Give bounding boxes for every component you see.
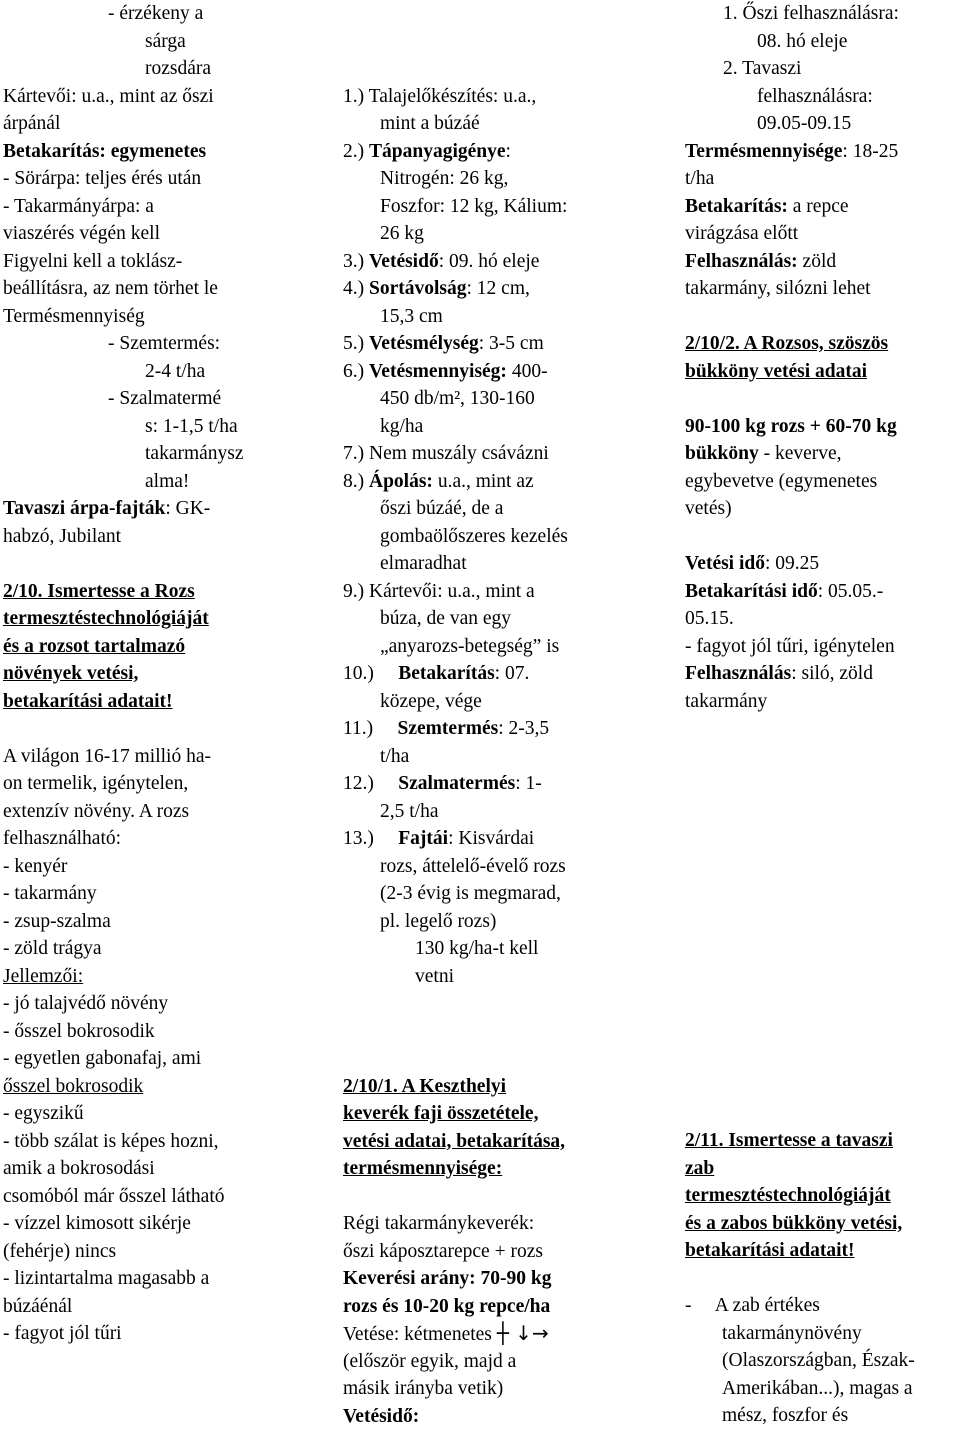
- yield-value: : 18-25: [842, 141, 898, 162]
- section-heading-line: zab: [685, 1155, 957, 1183]
- list-item: [343, 715, 633, 743]
- item-cont: mint a búzáé: [343, 110, 633, 138]
- traits-title: Jellemzői:: [3, 963, 285, 991]
- list-item: [343, 358, 633, 386]
- sow-time-label: Vetési idő: [685, 553, 765, 574]
- oat-line: mész, foszfor és: [685, 1402, 957, 1430]
- traits-line: búzáénál: [3, 1293, 285, 1321]
- yield-line: - Szalmatermé: [3, 385, 285, 413]
- varieties-label: Tavaszi árpa-fajták: [3, 498, 165, 519]
- item-num: 9.): [343, 581, 364, 602]
- text-line: sárga: [3, 28, 285, 56]
- section-heading-line: vetési adatai, betakarítása,: [343, 1128, 633, 1156]
- list-item: [343, 825, 633, 853]
- body-line: extenzív növény. A rozs: [3, 798, 285, 826]
- harvest-title: Betakarítás: egymenetes: [3, 138, 285, 166]
- mix-line: őszi káposztarepce + rozs: [343, 1238, 633, 1266]
- column-right: [685, 0, 957, 1430]
- item-cont: 450 db/m², 130-160: [343, 385, 633, 413]
- pests-line: Kártevői: u.a., mint az őszi: [3, 83, 285, 111]
- section-heading-line: betakarítási adatait!: [3, 688, 285, 716]
- item-num: 7.): [343, 443, 364, 464]
- varieties-line: [3, 495, 285, 523]
- body-line: - takarmány: [3, 880, 285, 908]
- item-num: 2.): [343, 141, 364, 162]
- sowing-label: Vetése: kétmenetes: [343, 1324, 492, 1345]
- item-label: Sortávolság: [369, 278, 467, 299]
- use2-label: Felhasználás: [685, 663, 791, 684]
- column-middle: [343, 0, 633, 1430]
- section-heading-line: betakarítási adatait!: [685, 1237, 957, 1265]
- item-num: 1.: [723, 3, 738, 24]
- harvest-time-label: Betakarítási idő: [685, 581, 818, 602]
- item-label: Vetésmennyiség:: [369, 361, 507, 382]
- item-label: Betakarítás: [398, 663, 494, 684]
- yield-line: - Szemtermés:: [3, 330, 285, 358]
- item-num: 4.): [343, 278, 364, 299]
- item-text: :: [506, 141, 511, 162]
- sow-time-value: : 09.25: [765, 553, 819, 574]
- traits-line: - jó talajvédő növény: [3, 990, 285, 1018]
- item-cont: „anyarozs-betegség” is: [343, 633, 633, 661]
- item-cont: felhasználásra:: [685, 83, 957, 111]
- ratio-line: Keverési arány: 70-90 kg: [343, 1265, 633, 1293]
- list-item: [685, 55, 957, 83]
- item-text: : 09. hó eleje: [439, 251, 540, 272]
- list-item: [343, 578, 633, 606]
- harvest-line: [685, 193, 957, 221]
- section-heading-line: 2/10/2. A Rozsos, szöszös: [685, 330, 957, 358]
- item-cont: 2,5 t/ha: [343, 798, 633, 826]
- yield-cont: t/ha: [685, 165, 957, 193]
- body-line: - zöld trágya: [3, 935, 285, 963]
- harvest-line: - Takarmányárpa: a: [3, 193, 285, 221]
- use2-value: : siló, zöld: [791, 663, 873, 684]
- use2-cont: takarmány: [685, 688, 957, 716]
- item-text: Nem muszály csávázni: [369, 443, 549, 464]
- list-item: [343, 275, 633, 303]
- harvest-line: - Sörárpa: teljes érés után: [3, 165, 285, 193]
- list-item: [343, 83, 633, 111]
- sowing-time: Vetésidő:: [343, 1403, 633, 1430]
- item-cont: pl. legelő rozs): [343, 908, 633, 936]
- item-text: : 07.: [495, 663, 530, 684]
- item-text: : 2-3,5: [498, 718, 549, 739]
- list-item: [343, 248, 633, 276]
- item-text: : 12 cm,: [467, 278, 530, 299]
- oat-line: (Olaszországban, Észak-: [685, 1347, 957, 1375]
- item-text: : 1-: [515, 773, 542, 794]
- column-left: [3, 0, 285, 1348]
- yield-line: alma!: [3, 468, 285, 496]
- item-text: u.a., mint az: [433, 471, 534, 492]
- ratio-line: rozs és 10-20 kg repce/ha: [343, 1293, 633, 1321]
- oat-line: Amerikában...), magas a: [685, 1375, 957, 1403]
- item-cont: őszi búzáé, de a: [343, 495, 633, 523]
- body-line: A világon 16-17 millió ha-: [3, 743, 285, 771]
- section-heading-line: termesztéstechnológiáját: [3, 605, 285, 633]
- item-cont: Nitrogén: 26 kg,: [343, 165, 633, 193]
- item-num: 1.): [343, 86, 364, 107]
- item-label: Vetésidő: [369, 251, 439, 272]
- item-label: Szalmatermés: [398, 773, 515, 794]
- section-heading-line: növények vetési,: [3, 660, 285, 688]
- harvest-line: beállításra, az nem törhet le: [3, 275, 285, 303]
- mix-line: egybevetve (egymenetes: [685, 468, 957, 496]
- text-line: rozsdára: [3, 55, 285, 83]
- list-item: [343, 330, 633, 358]
- item-label: Vetésmélység: [369, 333, 479, 354]
- list-item: [343, 660, 633, 688]
- section-heading-line: 2/10. Ismertesse a Rozs: [3, 578, 285, 606]
- item-cont: Foszfor: 12 kg, Kálium:: [343, 193, 633, 221]
- harvest-value: a repce: [788, 196, 849, 217]
- body-line: felhasználható:: [3, 825, 285, 853]
- use-line: [685, 248, 957, 276]
- traits-line: - egyszikű: [3, 1100, 285, 1128]
- sowing-line: [343, 1320, 633, 1348]
- traits-line: - vízzel kimosott sikérje: [3, 1210, 285, 1238]
- item-label: Szemtermés: [398, 718, 499, 739]
- list-item: [685, 0, 957, 28]
- extra-line: 130 kg/ha-t kell: [343, 935, 633, 963]
- item-num: 12.): [343, 773, 374, 794]
- mix-line: [685, 440, 957, 468]
- harvest-cont: virágzása előtt: [685, 220, 957, 248]
- sowing-line: (először egyik, majd a: [343, 1348, 633, 1376]
- yield-line: takarmánysz: [3, 440, 285, 468]
- use2-line: [685, 660, 957, 688]
- traits-line: - ősszel bokrosodik: [3, 1018, 285, 1046]
- item-cont: elmaradhat: [343, 550, 633, 578]
- varieties-rest: : GK-: [165, 498, 210, 519]
- oat-line: - A zab értékes: [685, 1292, 957, 1320]
- item-text: Tavaszi: [742, 58, 801, 79]
- harvest-time-cont: 05.15.: [685, 605, 957, 633]
- item-num: 10.): [343, 663, 374, 684]
- varieties-line: habzó, Jubilant: [3, 523, 285, 551]
- section-heading-line: bükköny vetési adatai: [685, 358, 957, 386]
- section-heading-line: termésmennyisége:: [343, 1155, 633, 1183]
- mix-rest: - keverve,: [759, 443, 842, 464]
- list-item: [343, 770, 633, 798]
- item-label: Ápolás:: [369, 471, 433, 492]
- item-cont: 15,3 cm: [343, 303, 633, 331]
- use-label: Felhasználás:: [685, 251, 798, 272]
- list-item: [343, 468, 633, 496]
- body-line: on termelik, igénytelen,: [3, 770, 285, 798]
- yield-label: Termésmennyisége: [685, 141, 842, 162]
- section-heading-line: 2/10/1. A Keszthelyi: [343, 1073, 633, 1101]
- item-text: Talajelőkészítés: u.a.,: [369, 86, 537, 107]
- item-cont: (2-3 évig is megmarad,: [343, 880, 633, 908]
- list-item: [343, 138, 633, 166]
- traits-line: - lizintartalma magasabb a: [3, 1265, 285, 1293]
- harvest-label: Betakarítás:: [685, 196, 788, 217]
- yield-line: 2-4 t/ha: [3, 358, 285, 386]
- sow-time-line: [685, 550, 957, 578]
- item-cont: gombaölőszeres kezelés: [343, 523, 633, 551]
- item-cont: t/ha: [343, 743, 633, 771]
- item-num: 5.): [343, 333, 364, 354]
- traits-line: - fagyot jól tűri: [3, 1320, 285, 1348]
- item-num: 13.): [343, 828, 374, 849]
- item-text: Őszi felhasználásra:: [743, 3, 899, 24]
- frost-line: - fagyot jól tűri, igénytelen: [685, 633, 957, 661]
- item-cont: 08. hó eleje: [685, 28, 957, 56]
- traits-line: - egyetlen gabonafaj, ami: [3, 1045, 285, 1073]
- yield-line: [685, 138, 957, 166]
- item-label: Tápanyagigénye: [369, 141, 506, 162]
- traits-line: - több szálat is képes hozni,: [3, 1128, 285, 1156]
- cross-arrows-icon: ┼ ↓→: [497, 1321, 549, 1345]
- harvest-line: viaszérés végén kell: [3, 220, 285, 248]
- harvest-line: Figyelni kell a toklász-: [3, 248, 285, 276]
- item-cont: 09.05-09.15: [685, 110, 957, 138]
- item-num: 3.): [343, 251, 364, 272]
- harvest-time-value: : 05.05.-: [818, 581, 884, 602]
- traits-line: csomóból már ősszel látható: [3, 1183, 285, 1211]
- item-text: Kártevői: u.a., mint a: [369, 581, 535, 602]
- section-heading-line: termesztéstechnológiáját: [685, 1182, 957, 1210]
- item-text: : 3-5 cm: [479, 333, 544, 354]
- yield-title: Termésmennyiség: [3, 303, 285, 331]
- item-num: 2.: [723, 58, 738, 79]
- item-text: : Kisvárdai: [448, 828, 534, 849]
- section-heading-line: keverék faji összetétele,: [343, 1100, 633, 1128]
- item-text: 400-: [507, 361, 548, 382]
- item-num: 6.): [343, 361, 364, 382]
- text-line: - érzékeny a: [3, 0, 285, 28]
- body-line: - kenyér: [3, 853, 285, 881]
- section-heading-line: és a rozsot tartalmazó: [3, 633, 285, 661]
- mix-bold-line: 90-100 kg rozs + 60-70 kg: [685, 413, 957, 441]
- traits-line: (fehérje) nincs: [3, 1238, 285, 1266]
- extra-line: vetni: [343, 963, 633, 991]
- use-value: zöld: [798, 251, 836, 272]
- sowing-line: másik irányba vetik): [343, 1375, 633, 1403]
- mix-bold: bükköny: [685, 443, 759, 464]
- item-cont: közepe, vége: [343, 688, 633, 716]
- item-cont: 26 kg: [343, 220, 633, 248]
- item-cont: búza, de van egy: [343, 605, 633, 633]
- yield-line: s: 1-1,5 t/ha: [3, 413, 285, 441]
- section-heading-line: 2/11. Ismertesse a tavaszi: [685, 1127, 957, 1155]
- body-line: - zsup-szalma: [3, 908, 285, 936]
- list-item: [343, 440, 633, 468]
- item-cont: rozs, áttelelő-évelő rozs: [343, 853, 633, 881]
- section-heading-line: és a zabos bükköny vetési,: [685, 1210, 957, 1238]
- traits-underlined: ősszel bokrosodik: [3, 1073, 285, 1101]
- mix-line: vetés): [685, 495, 957, 523]
- use-cont: takarmány, silózni lehet: [685, 275, 957, 303]
- mix-line: Régi takarmánykeverék:: [343, 1210, 633, 1238]
- harvest-time-line: [685, 578, 957, 606]
- traits-line: amik a bokrosodási: [3, 1155, 285, 1183]
- item-cont: kg/ha: [343, 413, 633, 441]
- oat-line: takarmánynövény: [685, 1320, 957, 1348]
- item-num: 8.): [343, 471, 364, 492]
- item-num: 11.): [343, 718, 373, 739]
- item-label: Fajtái: [398, 828, 448, 849]
- pests-line: árpánál: [3, 110, 285, 138]
